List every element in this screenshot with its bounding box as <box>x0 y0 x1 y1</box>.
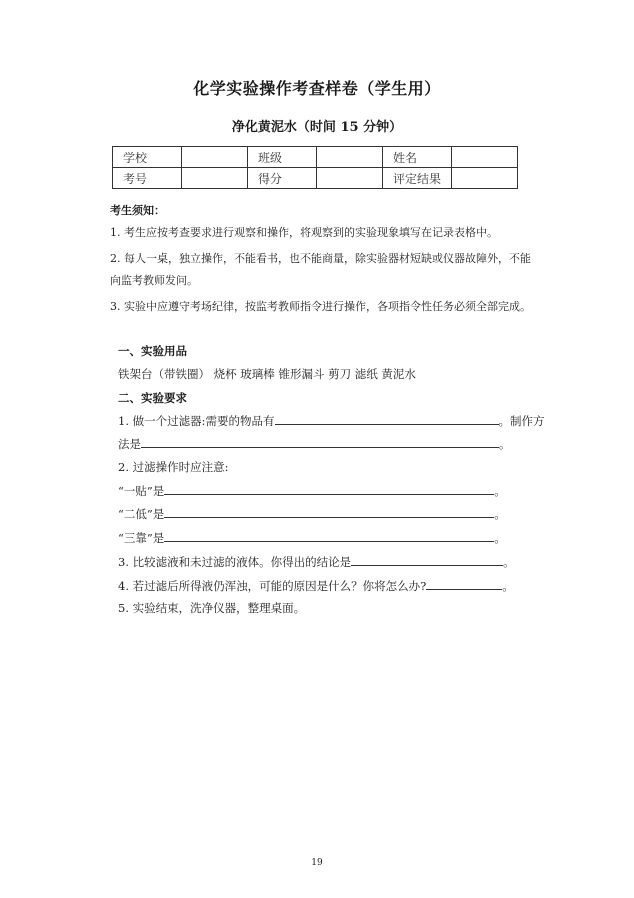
score-field[interactable] <box>317 168 383 189</box>
name-label: 姓名 <box>382 147 451 168</box>
name-field[interactable] <box>452 147 518 168</box>
result-field[interactable] <box>452 168 518 189</box>
question-1-line-1: 1. 做一个过滤器:需要的物品有 。制作方 <box>118 414 545 428</box>
table-row <box>113 147 518 168</box>
note-line-2b: 向监考教师发问。 <box>110 274 198 287</box>
question-4: 4. 若过滤后所得液仍浑浊，可能的原因是什么？你将怎么办? 。 <box>118 579 514 593</box>
exam-number-label: 考号 <box>113 168 182 189</box>
answer-blank[interactable] <box>351 553 503 566</box>
note-line-1: 1. 考生应按考查要求进行观察和操作，将观察到的实验现象填写在记录表格中。 <box>110 226 498 239</box>
note-line-2a: 2. 每人一桌，独立操作，不能看书，也不能商量，除实验器材短缺或仪器故障外，不能 <box>110 252 531 265</box>
table-row <box>113 168 518 189</box>
note-line-3: 3. 实验中应遵守考场纪律，按监考教师指令进行操作，各项指令性任务必须全部完成。 <box>110 300 531 313</box>
question-5: 5. 实验结束，洗净仪器，整理桌面。 <box>118 601 306 615</box>
result-label: 评定结果 <box>382 168 451 189</box>
notes-heading: 考生须知： <box>110 204 165 217</box>
class-field[interactable] <box>317 147 383 168</box>
page-subtitle: 净化黄泥水（时间 15 分钟） <box>231 120 403 135</box>
answer-blank[interactable] <box>164 529 494 542</box>
page-number: 19 <box>311 858 323 868</box>
answer-blank[interactable] <box>164 482 494 495</box>
question-2b: “二低”是 。 <box>118 507 506 521</box>
equipment-list: 铁架台（带铁圈） 烧杯 玻璃棒 锥形漏斗 剪刀 滤纸 黄泥水 <box>118 367 416 381</box>
class-label: 班级 <box>247 147 316 168</box>
question-2c: “三靠”是 。 <box>118 531 506 545</box>
section-1-heading: 一、实验用品 <box>118 344 187 358</box>
score-label: 得分 <box>247 168 316 189</box>
school-field[interactable] <box>182 147 248 168</box>
question-2a: “一贴”是 。 <box>118 484 506 498</box>
info-table <box>112 146 518 189</box>
question-1-line-2: 法是 。 <box>118 437 511 451</box>
answer-blank[interactable] <box>426 577 502 590</box>
answer-blank[interactable] <box>141 435 499 448</box>
question-3: 3. 比较滤液和未过滤的液体。你得出的结论是 。 <box>118 555 515 569</box>
answer-blank[interactable] <box>275 412 499 425</box>
answer-blank[interactable] <box>164 505 494 518</box>
exam-number-field[interactable] <box>182 168 248 189</box>
page-title: 化学实验操作考查样卷（学生用） <box>193 79 441 98</box>
section-2-heading: 二、实验要求 <box>118 391 187 405</box>
school-label: 学校 <box>113 147 182 168</box>
question-2: 2. 过滤操作时应注意: <box>118 460 229 474</box>
